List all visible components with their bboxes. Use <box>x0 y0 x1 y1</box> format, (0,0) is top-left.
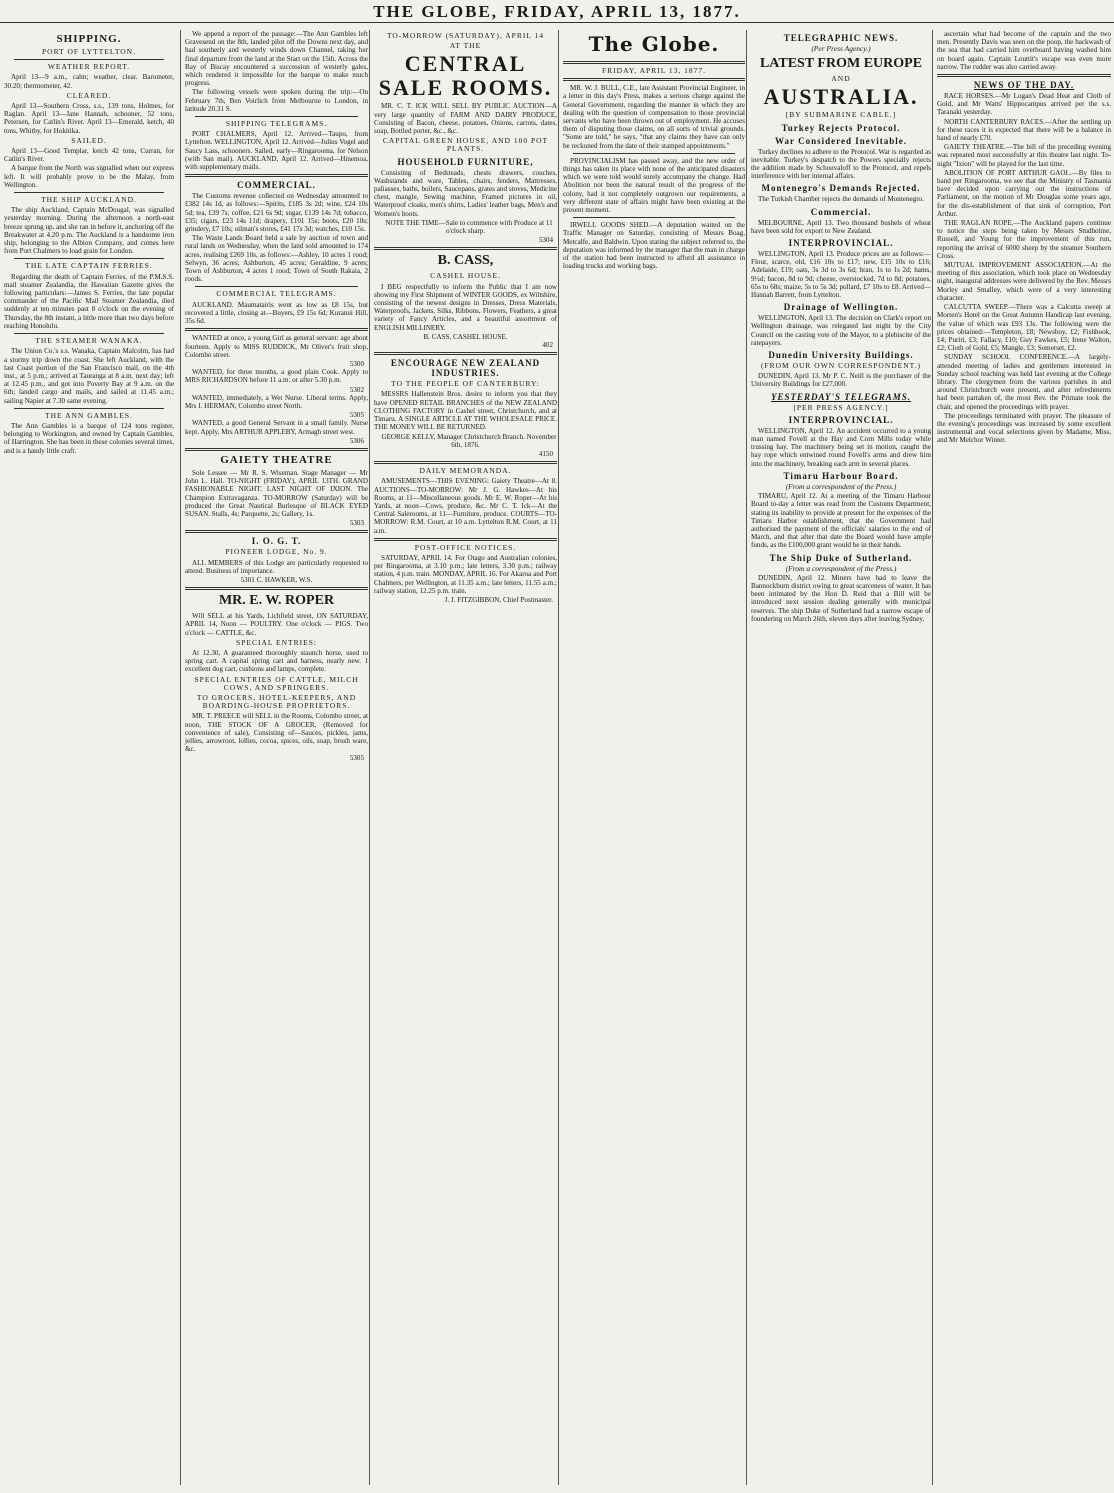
divider <box>374 247 557 250</box>
roper-text: Will SELL at his Yards, Lichfield street, ON SATURDAY, APRIL 14, Noon — POULTRY. One o'clock — PIGS. Two o'clock — CATTLE, &c. <box>185 612 368 637</box>
turkey-text: Turkey declines to adhere to the Protocol. War is regarded as inevitable. Turkey's despatch to the Powers specially rejects the addition made by Schouvaloff to the Protocol, and repels interference with her internal affairs. <box>751 147 931 181</box>
news-item: NORTH CANTERBURY RACES.—After the settling up for these races it is expected that there will be a balance in hand of nearly £70. <box>937 117 1111 143</box>
bcass-text: I BEG respectfully to inform the Public that I am now showing my First Shipment of WINTER GOODS, ex Wiltshire, consisting of the newest designs in Dresses, Dress Materials, Waterproofs, Jackets, Silks, Ribbons, Flowers, Feathers, a great variety of Fancy Articles, and a beautiful assortment of ENGLISH MILLINERY. <box>374 282 557 332</box>
leader-article-3: IRWELL GOODS SHED.—A deputation waited on the Traffic Manager on Saturday, consisting of Messrs Boag, Metcalfe, and Baldwin. Upon stating the subject referred to, the deputation was informed by the manager that the man in charge of the station had been instructed to afford all assistance in loading trucks and working bags. <box>563 221 745 271</box>
auckland-text: The ship Auckland, Captain McDougal, was signalled yesterday morning. During the afternoon a north-east breeze sprung up, and she ran in before it, anchoring off the Breakwater at 4.20 p.m. The Auckland is a handsome iron ship, belonging to the Albion Company, and comes here from Port Chalmers to load grain for London. <box>4 206 174 256</box>
duke-text: DUNEDIN, April 12. Miners have had to leave the Bannockburn district owing to great scarceness of water. It has been intimated by the Hon D. Reid that a Bill will be introduced next session dealing generally with municipal reserves. The ship Duke of Sutherland had a narrow escape of foundering on March 26th, eleven days after leaving Sydney. <box>751 573 931 623</box>
divider <box>185 174 368 177</box>
column-news-of-the-day <box>932 30 1111 1485</box>
classified-ad: WANTED, for three months, a good plain Cook. Apply to MRS RICHARDSON before 11 a.m. or after 5.30 p.m. <box>185 368 368 385</box>
divider <box>14 333 164 334</box>
kelly-sign: GEORGE KELLY, Manager Christchurch Branch. November 6th, 1876. <box>381 432 557 449</box>
drainage-title: Drainage of Wellington. <box>783 302 899 313</box>
ad-number: 5304 <box>538 236 553 245</box>
special-entries-cattle: SPECIAL ENTRIES OF CATTLE, MILCH COWS, AND SPRINGERS. <box>194 674 359 692</box>
timaru-text: TIMARU, April 12. At a meeting of the Timaru Harbour Board to-day a letter was read from the Customs Department, stating its inability to provide at present for the expenses of the Timaru Harbor establishment, that the Government had authorised the payment of the officials' salaries to the end of March, and that after that date the Board would have ample funds, as the £100,000 grant would be in their hands. <box>751 492 931 550</box>
voyage-text: We append a report of the passage:—The Ann Gambles left Gravesend on the 8th, landed pilot off the Downs next day, and had southerly and westerly winds down Channel, taking her final departure from the land at the Start on the 15th. Across the Bay of Biscay encountered a succession of westerly gales, which rendered it impossible for the barque to make much progress. <box>185 30 368 88</box>
continued-text: ascertain what had become of the captain and the two men. Presently Davis was seen on the poop, the backwash of the sea that had carried him overboard having washed him on board again. Captain Louttit's escape was even more narrow. The rudder was also carried away. <box>937 30 1111 71</box>
cleared-title: CLEARED. <box>66 90 112 100</box>
theatre-text: Sole Lessee — Mr R. S. Wiseman. Stage Manager — Mr John L. Hall. TO-NIGHT (FRIDAY), APRIL 13TH. GRAND FASHIONABLE NIGHT. LAST NIGHT OF IXION. The Champion Extravaganza. TO-MORROW (Saturday) will be produced the Great Nautical Burlesque of BLACK EYED SUSAN. Stalls, 4s; Parquette, 2s; Gallery, 1s. <box>185 468 368 518</box>
latest-from-europe: LATEST FROM EUROPE <box>759 56 923 72</box>
encourage-subtitle: TO THE PEOPLE OF CANTERBURY: <box>391 379 540 389</box>
bcass-subtitle: CASHEL HOUSE. <box>430 271 501 281</box>
wanaka-text: The Union Co.'s s.s. Wanaka, Captain Malcolm, has had a stormy trip down the coast. She left Auckland, with the last Coast portion of the San Francisco mail, on the 4th inst., at 5 p.m.; arrived at Tauranga at 8 a.m. next day; left at 12.45 p.m., and got into Poverty Bay at 9 a.m. on the 6th; landed cargo and mails, and sailed at 11.45 a.m.; sailing Napier at 7.30 same evening. <box>4 347 174 405</box>
news-item: SUNDAY SCHOOL CONFERENCE.—A largely-attended meeting of ladies and gentlemen interested in Sunday school teaching was held last evening at the College library. The clergymen from the various parishes in and around Christchurch were present, and after refreshments had been partaken of, the most Rev. the Primate took the chair, and opened the proceedings with prayer. <box>937 353 1111 411</box>
ad-number: 5305 <box>349 411 364 420</box>
grocers-text: MR. T. PREECE will SELL in the Rooms, Colombo street, at noon, THE STOCK OF A GROCER, (Removed for convenience of sale), Consisting of—Sauces, pickles, jams, jellies, arrowroot, lollies, cocoa, spices, oils, soap, brush ware, &c. <box>185 712 368 754</box>
divider <box>14 192 164 193</box>
and-word: AND <box>831 74 851 84</box>
newspaper-flag: The Globe. <box>588 32 720 56</box>
green-house-title: CAPITAL GREEN HOUSE, AND 100 POT PLANTS. <box>382 136 549 154</box>
leader-article-1: MR. W. J. BULL, C.E., late Assistant Provincial Engineer, in a letter in this day's Press, makes a serious charge against the General Government, regarding the manner in which they are dealing with the question of compensation to those provincial servants who have been thrown out of employment. He accuses them of disputing those claims, on all sorts of trivial grounds. "Some are told," he says, "that any claims they have can only be reckoned from the date of their stamped appointments." <box>563 84 745 150</box>
turkey-title: Turkey Rejects Protocol. <box>781 122 901 133</box>
interprovincial-title-2: INTERPROVINCIAL. <box>788 414 894 425</box>
port-heading: PORT OF LYTTELTON. <box>42 47 136 56</box>
column-leaders <box>558 30 745 1485</box>
timaru-title: Timaru Harbour Board. <box>783 470 899 481</box>
war-title: War Considered Inevitable. <box>775 135 907 146</box>
divider <box>185 587 368 590</box>
ad-number: 5302 <box>349 385 364 394</box>
classified-ad: WANTED at once, a young Girl as general servant: age about fourteen. Apply to MISS RUDDICK, Mr Oliver's fruit shop, Colombo street. <box>185 334 368 359</box>
ad-number: 5305 <box>349 754 364 763</box>
divider <box>374 461 557 464</box>
news-item: ABOLITION OF PORT ARTHUR GAOL.—By files to hand per Ringarooma, we see that the Ministry of Tasmania have decided upon carrying out the instructions of Parliament, on the motion of Mr Douglas some years ago, for the dis-establishment of that sink of corruption, Port Arthur. <box>937 168 1111 218</box>
iogt-title: I. O. G. T. <box>251 536 302 547</box>
interprovincial-text: WELLINGTON, April 13. Produce prices are as follows:—Flour, scarce, old, £16 10s to £17; new, £15 10s to £16; Adelaide, £19; oats, 3s 3d to 3s 6d; bran, 1s to 1s 2d; hams, 9½d; bacon, 8d to 9d; cheese, overstocked, 7d to 8d; potatoes, 65s to 68s; maize, 5s to 5s 3d; pollard, £7 10s to £8. Arrived—Hannah Barrett, from Lyttelton. <box>751 250 931 300</box>
commercial-text: The Customs revenue collected on Wednesday amounted to £382 14s 1d, as follows:—Spirits, £185 3s 2d; wine, £24 10s 5d; tea, £39 7s; coffee, £21 6s 9d; sugar, £139 14s 7d; tobacco, £35; cigars, £23 14s 11d; drapery, £101 15s; boots, £20 10s; grindery, £7 10s; oilman's stores, £41 17s 3d; watches, £10 15s. <box>185 192 368 234</box>
divider <box>573 217 735 218</box>
ick-auction-text: MR. C. T. ICK WILL SELL BY PUBLIC AUCTION—A very large quantity of FARM AND DAIRY PRODUCE, Consisting of Bacon, cheese, potatoes, Onions, carrots, dates, soap, Bottled porter, &c., &c. <box>374 102 557 136</box>
classified-ad: WANTED, immediately, a Wet Nurse. Liberal terms. Apply, Mrs I. HERMAN, Colombo street North. <box>185 393 368 410</box>
news-item: MUTUAL IMPROVEMENT ASSOCIATION.—At the meeting of this association, which took place on Wednesday night, inaugural addresses were delivered by the Rev. Messrs Morley and Smalley, which were of a very interesting character. <box>937 261 1111 302</box>
cleared-text: April 13—Southern Cross, s.s., 139 tons, Holmes, for Raglan. April 13—Jane Hannah, schooner, 52 tons, Petersen, for Catlin's River. April 13—Emerald, ketch, 40 tons, Whitby, for Hokitika. <box>4 102 174 135</box>
duke-title: The Ship Duke of Sutherland. <box>769 552 913 563</box>
leader-date: FRIDAY, APRIL 13, 1877. <box>602 66 706 75</box>
barque-text: A barque from the North was signalled when our express left. It will probably prove to be the Malay, from Wellington. <box>4 164 174 189</box>
commercial-telegrams-title: COMMERCIAL TELEGRAMS. <box>216 289 337 299</box>
news-of-the-day-heading: NEWS OF THE DAY. <box>973 80 1075 91</box>
roper-title: MR. E. W. ROPER <box>218 593 335 609</box>
weather-title: WEATHER REPORT. <box>47 62 131 72</box>
cable-note: [BY SUBMARINE CABLE.] <box>785 110 897 120</box>
bcass-sign: B. CASS, CASHEL HOUSE. <box>423 332 508 341</box>
central-sale-rooms-title: CENTRAL SALE ROOMS. <box>378 51 553 101</box>
divider <box>14 258 164 259</box>
encourage-text: MESSRS Hallenstein Bros. desire to inform you that they have OPENED RETAIL BRANCHES of the NEW ZEALAND CLOTHING FACTORY in Cashel street, Christchurch, and at Timaru. A SINGLE ARTICLE AT THE WHOLESALE PRICE. THE MONEY WILL BE RETURNED. <box>374 390 557 432</box>
memoranda-text: AMUSEMENTS—THIS EVENING: Gaiety Theatre—At 8. AUCTIONS—TO-MORROW: Mr J. G. Hawkes—At his Rooms, at 11—Miscellaneous goods. Mr E. W. Roper—At his Yards, at noon—Cows, produce, &c. Mr C. T. Ick—At the Central Salerooms, at 11—Furniture, produce. COURTS—TO-MORROW: R.M. Court, at 10 a.m. Lyttelton R.M. Court, at 11 a.m. <box>374 477 557 535</box>
news-item: GAIETY THEATRE.—The bill of the preceding evening was repeated most successfully at this theatre last night. To-night "Ixion" will be played for the last time. <box>937 143 1111 168</box>
sailed-title: SAILED. <box>71 135 107 145</box>
interprovincial-text-2: WELLINGTON, April 12. An accident occurred to a young man named Fovell at the Hay and Corn Mills today while trussing hay. The machinery being set in motion, caught the hay rope which entwined round Fovell's arms and drew him into the machinery, breaking each arm in several places. <box>751 426 931 468</box>
post-office-text: SATURDAY, APRIL 14. For Otago and Australian colonies, per Ringarooma, at 3.10 p.m.; late letters, 3.30 p.m.; railway station, 4 p.m. train. MONDAY, APRIL 16. For Akaroa and Port Chalmers, per Wellington, at 11.35 a.m.; late letters, 11.55 a.m.; railway station, 12.25 p.m. train. <box>374 553 557 595</box>
australia-title: AUSTRALIA. <box>763 84 919 110</box>
at-the: AT THE <box>449 41 482 51</box>
ad-number: 402 <box>542 341 553 350</box>
montenegro-text: The Turkish Chamber rejects the demands of Montenegro. <box>758 195 924 204</box>
iogt-sign: 5301 C. HAWKER, W.S. <box>240 575 313 584</box>
ad-number: 5300 <box>349 359 364 368</box>
furniture-text: Consisting of Bedsteads, chests drawers, couches, Washstands and ware, Tables, chairs, fenders, Mattresses, paliasses, baths, boilers, Saucepans, grates and stoves, Medicine chest, mangle, Sewing machine, Framed pictures in oil, Waterproof cloaks, men's shirts, Ladies' leather bags, Men's and Women's boots. <box>374 168 557 218</box>
telegraphic-heading: TELEGRAPHIC NEWS. <box>783 33 899 43</box>
divider <box>195 286 358 287</box>
ferries-text: Regarding the death of Captain Ferries, of the P.M.S.S. mail steamer Zealandia, the Hawaiian Gazette gives the following particulars:—James S. Ferries, the late popular commander of the Pacific Mail Steamer Zealandia, died suddenly at ten minutes past 8 o'clock on the evening of Thursday, the 8th instant, a little more than two days before reaching Honolulu. <box>4 272 174 330</box>
auckland-title: THE SHIP AUCKLAND. <box>41 195 137 205</box>
column-shipping <box>4 30 174 1485</box>
dunedin-title: Dunedin University Buildings. <box>768 350 914 361</box>
divider <box>185 448 368 451</box>
sailed-text: April 13—Good Templar, ketch 42 tons, Curran, for Catlin's River. <box>4 147 174 164</box>
ad-number: 4150 <box>538 449 553 458</box>
news-item: RACE HORSES.—Mr Logan's Dead Heat and Cloth of Gold, and Mr Watts' Hippocampus arrived per the s.s. Taranaki yesterday. <box>937 92 1111 117</box>
ad-number: 5306 <box>349 436 364 445</box>
timaru-subtitle: (From a correspondent of the Press.) <box>785 481 897 491</box>
post-office-title: POST-OFFICE NOTICES. <box>414 542 517 552</box>
wanaka-title: THE STEAMER WANAKA. <box>35 336 143 346</box>
special-title: SPECIAL ENTRIES: <box>236 637 317 647</box>
divider <box>14 59 164 60</box>
waste-lands-text: The Waste Lands Board held a sale by auction of town and rural lands on Wednesday, when the land sold amounted to 174 acres, realising £269 10s, as follows:—Ashley, 10 acres 1 rood; Selwyn, 36 acres; Ashburton, 45 acres; Geraldine, 9 acres; Town of Ashburton, 4 acres 1 rood; Town of South Rakaia, 2 roods. <box>185 234 368 284</box>
news-item: CALCUTTA SWEEP.—There was a Calcutta sweep at Morten's Hotel on the Great Autumn Handicap last evening, the value of which was £93 13s. The following were the prices obtained:—Templeton, £8; Newsboy, £2; Fishhook, £4; Puriri, £3; Fallacy, £10; Guy Fawkes, £5; Irene Walton, £2; Cloth of Gold, £5; Mangle, £3; Somerset, £2. <box>937 303 1111 353</box>
divider <box>374 538 557 541</box>
interprovincial-title: INTERPROVINCIAL. <box>788 238 894 249</box>
masthead: THE GLOBE, FRIDAY, APRIL 13, 1877. <box>0 0 1114 23</box>
drainage-text: WELLINGTON, April 13. The decision on Clark's report on Wellington drainage, was relegated last night by the City Council on the casting vote of the Mayor, to a plebiscite of the ratepayers. <box>751 314 931 347</box>
iogt-subtitle: PIONEER LODGE, No. 9. <box>225 547 328 557</box>
grocers-title: TO GROCERS, HOTEL-KEEPERS, AND BOARDING-HOUSE PROPRIETORS. <box>196 693 357 711</box>
shipping-heading: SHIPPING. <box>56 33 122 45</box>
divider <box>374 352 557 355</box>
yesterdays-telegrams-title: YESTERDAY'S TELEGRAMS. <box>770 391 912 402</box>
commercial-telegrams-text: AUCKLAND. Maumatairis went as low as £8 15s, but recovered a little, closing at—Buyers, £9 15s 6d; Kuranui Hill, 35s 6d. <box>185 300 368 326</box>
spoken-text: The following vessels were spoken during the trip:—On February 7th, Ben Voirlich from Melbourne to London, in latitude 20.31 S. <box>185 88 368 113</box>
furniture-title: HOUSEHOLD FURNITURE, <box>397 156 534 167</box>
commercial-title: Commercial. <box>810 206 872 217</box>
ferries-title: THE LATE CAPTAIN FERRIES. <box>25 261 153 271</box>
news-item: THE RAGLAN ROPE.—The Auckland papers continue to notice the steps being taken by Messrs Studholme, Russell, and Young for the improvement of this run, reporting the arrival of 6000 sheep by the steamer Southern Cross. <box>937 219 1111 260</box>
special-text: At 12.30, A guaranteed thoroughly staunch horse, used to spring cart. A capital spring cart and harness, nearly new. 1 excellent dog cart, cushions and lamps, complete. <box>185 648 368 674</box>
news-item: The proceedings terminated with prayer. The pleasure of the evening's proceedings was increased by some excellent instrumental and vocal selections given by Madame, Miss, and Mr Melchor Winter. <box>937 411 1111 445</box>
yesterdays-telegrams-subtitle: [PER PRESS AGENCY.] <box>793 402 889 412</box>
montenegro-title: Montenegro's Demands Rejected. <box>761 183 921 194</box>
bcass-title: B. CASS, <box>437 253 494 269</box>
classified-ad: WANTED, a good General Servant in a small family. Nurse kept. Apply, Mrs ARTHUR APPLEBY, Armagh street west. <box>185 419 368 436</box>
ann-title: THE ANN GAMBLES. <box>45 410 133 420</box>
commercial-text: MELBOURNE, April 13. Two thousand bushels of wheat have been sold for export to New Zealand. <box>751 218 931 235</box>
column-auctions <box>369 30 557 1485</box>
divider <box>185 530 368 533</box>
divider <box>195 116 358 117</box>
auction-date: TO-MORROW (SATURDAY), APRIL 14 <box>386 31 545 40</box>
memoranda-title: DAILY MEMORANDA. <box>419 466 512 476</box>
commercial-title: COMMERCIAL. <box>237 180 316 191</box>
shipping-telegrams-title: SHIPPING TELEGRAMS. <box>225 119 328 129</box>
weather-report: April 13—9 a.m., calm; weather, clear. Barometer, 30.20; thermometer, 42. <box>4 73 174 90</box>
column-commercial <box>180 30 368 1485</box>
ad-number: 5303 <box>349 519 364 528</box>
divider <box>14 408 164 409</box>
divider <box>573 153 735 154</box>
telegraphic-subheading: (Per Press Agency.) <box>811 44 871 53</box>
theatre-title: GAIETY THEATRE <box>220 453 333 466</box>
divider <box>937 74 1111 77</box>
iogt-text: ALL MEMBERS of this Lodge are particularly requested to attend. Business of importance. <box>185 558 368 575</box>
dunedin-text: DUNEDIN, April 13. Mr P. C. Neill is the purchaser of the University Buildings for £27,000. <box>751 372 931 389</box>
dunedin-subtitle: (FROM OUR OWN CORRESPONDENT.) <box>760 361 922 371</box>
encourage-title: ENCOURAGE NEW ZEALAND INDUSTRIES. <box>390 358 541 379</box>
post-office-sign: J. J. FITZGIBBON, Chief Postmaster. <box>444 595 553 604</box>
column-telegraphic <box>746 30 931 1485</box>
divider <box>563 61 745 64</box>
duke-subtitle: (From a correspondent of the Press.) <box>785 563 897 573</box>
divider <box>185 328 368 331</box>
divider <box>563 78 745 81</box>
note-time: NOTE THE TIME—Sale to commence with Produce at 11 o'clock sharp. <box>385 218 553 236</box>
shipping-telegrams-text: PORT CHALMERS, April 12. Arrived—Taupo, from Lyttelton. WELLINGTON, April 12. Arrived—Julius Vogel and Saucy Lass, schooners. Sailed, early—Ringarooma, for Nelson (with San mail). AUCKLAND, April 12. Arrived—Hinemoa, with supplementary mails. <box>185 130 368 172</box>
ann-text: The Ann Gambles is a barque of 124 tons register, belonging to Workington, and owned by Captain Gambles, of Harrington. She has been in these colonies several times, and is a handy little craft. <box>4 421 174 455</box>
leader-article-2: PROVINCIALISM has passed away, and the new order of things has taken its place with none of the anticipated disasters which we were told would surely accompany the change. Had Abolition not been the natural result of the progress of the colony, had it not completely outgrown our requirements, a very different state of affairs might have been existing at the present moment. <box>563 156 745 215</box>
